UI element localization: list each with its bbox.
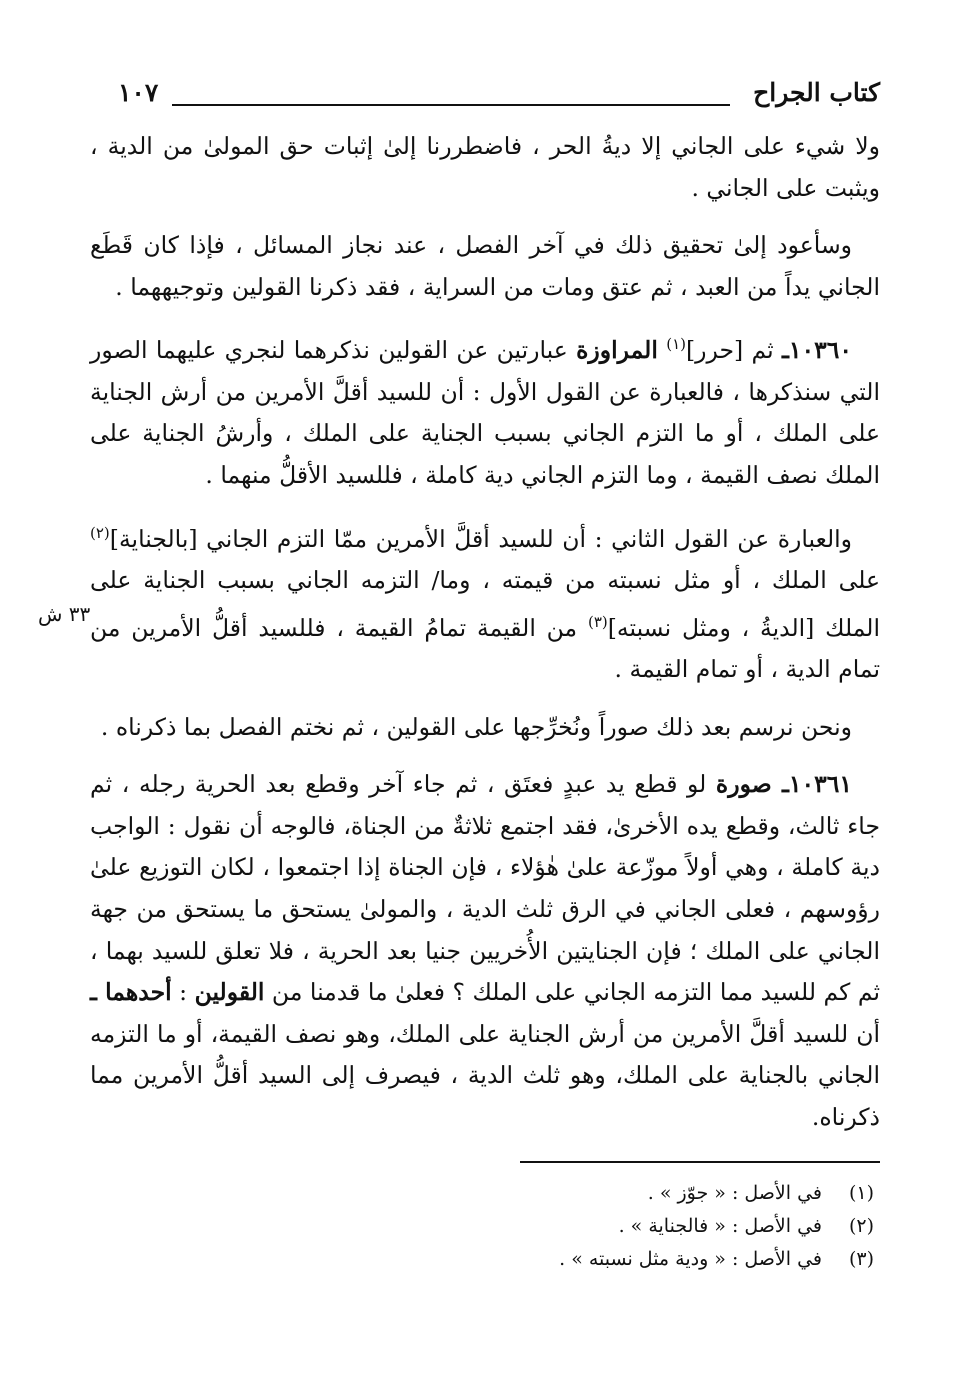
- footnote-ref: (٢): [90, 523, 110, 542]
- footnote-text: في الأصل : « فالجناية » .: [618, 1214, 822, 1237]
- text-run: ونحن نرسم بعد ذلك صوراً ونُخرِّجها على القولين ، ثم نختم الفصل بما ذكرناه .: [100, 712, 852, 741]
- text-run: وسأعود إلىٰ تحقيق ذلك في آخر الفصل ، عند نجاز المسائل ، فإذا كان قَطَع الجاني يداً من العبد ، ثم عتق ومات من السراية ، فقد ذكرنا القولين وتوجيههما .: [90, 231, 880, 301]
- footnotes: [90, 1177, 880, 1276]
- bold-term: أحدهما ـ: [90, 978, 172, 1007]
- footnote-text: في الأصل : « جوّز » .: [647, 1181, 822, 1204]
- footnote-item: [90, 1210, 880, 1243]
- footnote-item: [90, 1243, 880, 1276]
- text-run: عبارتين عن القولين نذكرهما لنجري عليهما الصور التي سنذكرها ، فالعبارة عن القول الأول : أن للسيد أقلَّ الأمرين من أرش الجناية على الملك ، أو ما التزم الجاني بسبب الجناية على الملك ، وأرشُ الجناية على الملك نصف القيمة ، وما التزم الجاني دية كاملة ، فللسيد الأقلُّ منهما .: [90, 336, 880, 489]
- text-run: :: [171, 978, 195, 1007]
- text-run: [658, 336, 666, 364]
- footnote-ref: (١): [666, 335, 686, 354]
- footnote-item: [90, 1177, 880, 1210]
- running-header: [90, 78, 880, 126]
- footnote-number: (١): [848, 1181, 874, 1204]
- footnote-text: في الأصل : « ودية مثل نسبته » .: [559, 1247, 822, 1270]
- text-run: من القيمة تمامُ القيمة ، فللسيد أقلُّ الأمرين من تمام الدية ، أو تمام القيمة .: [90, 613, 880, 684]
- paragraph-p2: [90, 225, 880, 308]
- document-page: [90, 78, 880, 1276]
- text-run: ثم [حرر]: [685, 336, 782, 365]
- bold-term: ١٠٣٦١ـ صورة: [715, 770, 852, 799]
- text-run: أن للسيد أقلَّ الأمرين من أرش الجناية على الملك، وهو نصف القيمة، أو ما التزمه الجاني بالجناية على الملك، وهو ثلث الدية ، فيصرف إلى السيد أقلُّ الأمرين مما ذكرناه.: [90, 1019, 880, 1131]
- margin-folio-note: ٣٣ ش: [38, 602, 91, 626]
- text-run: والعبارة عن القول الثاني : أن للسيد أقلَّ الأمرين ممّا التزم الجاني [بالجناية]: [109, 524, 852, 553]
- paragraph-p3: [90, 324, 880, 496]
- bold-term: القولين: [194, 978, 265, 1007]
- paragraph-p6: [90, 764, 880, 1138]
- page-number: ١٠٧: [118, 78, 159, 107]
- header-rule: [172, 104, 730, 106]
- footnote-separator: [520, 1161, 880, 1163]
- book-title: كتاب الجراح: [753, 78, 880, 107]
- text-run: على الملك ، أو مثل نسبته من قيمته ، وما/ التزمه الجاني بسبب الجناية على الملك [الديةُ ، ومثل نسبته]: [90, 566, 880, 642]
- footnote-ref: (٣): [587, 612, 608, 631]
- footnote-number: (٣): [848, 1247, 874, 1270]
- bold-term: ١٠٣٦٠ـ: [781, 336, 852, 365]
- bold-term: المراوزة: [576, 336, 658, 365]
- body-text: [90, 126, 880, 1139]
- paragraph-p1: [90, 126, 880, 209]
- paragraph-p5: [90, 707, 880, 749]
- footnote-number: (٢): [848, 1214, 874, 1237]
- paragraph-p4: [90, 513, 880, 691]
- text-run: لو قطع يد عبدٍ فعتَق ، ثم جاء آخر وقطع بعد الحرية رجله ، ثم جاء ثالث، وقطع يده الأخرىٰ، فقد اجتمع ثلاثةٌ من الجناة، فالوجه أن نقول : الواجب دية كاملة ، وهي أولاً موزّعة علىٰ هٰؤلاء ، فإن الجناة إذا اجتمعوا ، لكان التوزيع علىٰ رؤوسهم ، فعلى الجاني في الرق ثلث الدية ، والمولىٰ يستحق ما يستحق من جهة الجاني على الملك ؛ فإن الجنايتين الأُخريين جنيا بعد الحرية ، فلا تعلق للسيد بهما ، ثم كم للسيد مما التزمه الجاني على الملك ؟ فعلىٰ ما قدمنا من: [90, 770, 880, 1007]
- text-run: ولا شيء على الجاني إلا ديةُ الحر ، فاضطررنا إلىٰ إثبات حق المولىٰ من الدية ، ويثبت على الجاني .: [90, 132, 880, 202]
